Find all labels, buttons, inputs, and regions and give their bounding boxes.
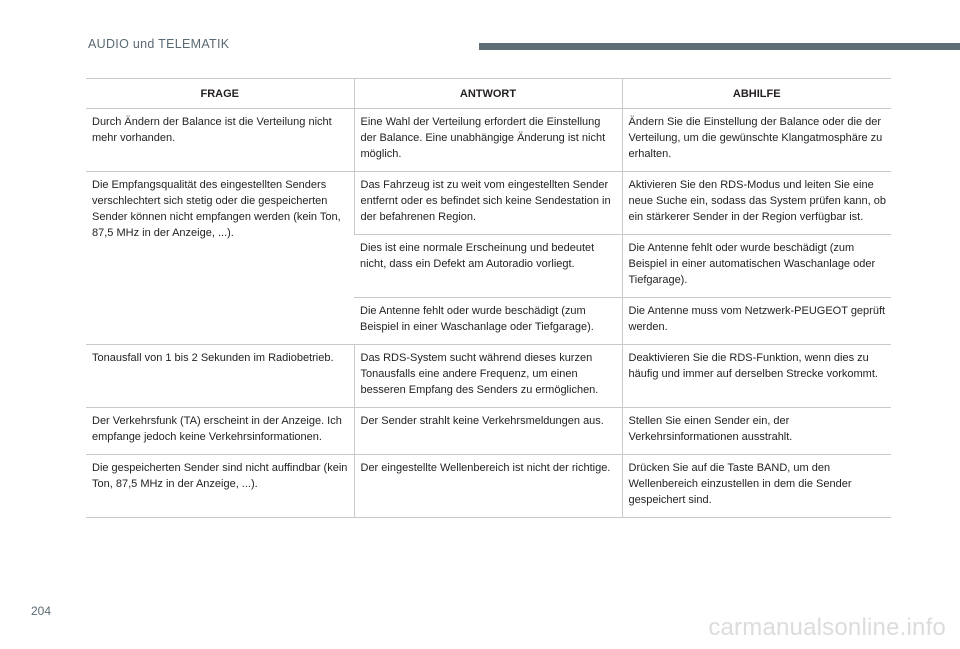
answer-cell: Das Fahrzeug ist zu weit vom eingestellten Sender entfernt oder es befindet sich keine Sendestation in der befahrenen Region. xyxy=(354,172,622,235)
table-row xyxy=(86,109,891,172)
solution-cell: Aktivieren Sie den RDS-Modus und leiten Sie eine neue Suche ein, sodass das System prüfen kann, ob ein stärkerer Sender in der Region verfügbar ist. xyxy=(622,172,891,235)
table-row xyxy=(86,408,891,455)
solution-cell: Drücken Sie auf die Taste BAND, um den Wellenbereich einzustellen in dem die Sender gespeichert sind. xyxy=(622,455,891,518)
table-row xyxy=(86,172,891,235)
answer-cell: Der Sender strahlt keine Verkehrsmeldungen aus. xyxy=(354,408,622,455)
question-cell: Durch Ändern der Balance ist die Verteilung nicht mehr vorhanden. xyxy=(86,109,354,172)
column-header-answer: ANTWORT xyxy=(354,79,622,109)
column-header-solution: ABHILFE xyxy=(622,79,891,109)
solution-cell: Die Antenne fehlt oder wurde beschädigt (zum Beispiel in einer automatischen Waschanlage oder Tiefgarage). xyxy=(622,235,891,298)
solution-cell: Ändern Sie die Einstellung der Balance oder die der Verteilung, um die gewünschte Klangatmosphäre zu erhalten. xyxy=(622,109,891,172)
section-title-bar xyxy=(479,43,960,50)
table-row xyxy=(86,455,891,518)
question-cell: Tonausfall von 1 bis 2 Sekunden im Radiobetrieb. xyxy=(86,345,354,408)
answer-cell: Der eingestellte Wellenbereich ist nicht der richtige. xyxy=(354,455,622,518)
solution-cell: Deaktivieren Sie die RDS-Funktion, wenn dies zu häufig und immer auf derselben Strecke vorkommt. xyxy=(622,345,891,408)
watermark-link[interactable]: carmanualsonline.info xyxy=(708,614,946,641)
answer-cell: Dies ist eine normale Erscheinung und bedeutet nicht, dass ein Defekt am Autoradio vorliegt. xyxy=(354,235,622,298)
section-title: AUDIO und TELEMATIK xyxy=(88,37,230,51)
answer-cell: Die Antenne fehlt oder wurde beschädigt (zum Beispiel in einer Waschanlage oder Tiefgarage). xyxy=(354,298,622,345)
answer-cell: Das RDS-System sucht während dieses kurzen Tonausfalls eine andere Frequenz, um einen besseren Empfang des Senders zu ermöglichen. xyxy=(354,345,622,408)
page-number: 204 xyxy=(31,604,52,618)
table-row xyxy=(86,345,891,408)
column-header-question: FRAGE xyxy=(86,79,354,109)
question-cell: Die Empfangsqualität des eingestellten Senders verschlechtert sich stetig oder die gespeicherten Sender können nicht empfangen werden (kein Ton, 87,5 MHz in der Anzeige, ...). xyxy=(86,172,354,345)
answer-cell: Eine Wahl der Verteilung erfordert die Einstellung der Balance. Eine unabhängige Änderung ist nicht möglich. xyxy=(354,109,622,172)
solution-cell: Die Antenne muss vom Netzwerk-PEUGEOT geprüft werden. xyxy=(622,298,891,345)
question-cell: Der Verkehrsfunk (TA) erscheint in der Anzeige. Ich empfange jedoch keine Verkehrsinformationen. xyxy=(86,408,354,455)
solution-cell: Stellen Sie einen Sender ein, der Verkehrsinformationen ausstrahlt. xyxy=(622,408,891,455)
question-cell: Die gespeicherten Sender sind nicht auffindbar (kein Ton, 87,5 MHz in der Anzeige, ...). xyxy=(86,455,354,518)
troubleshooting-table xyxy=(86,78,891,518)
table-header-row xyxy=(86,79,891,109)
